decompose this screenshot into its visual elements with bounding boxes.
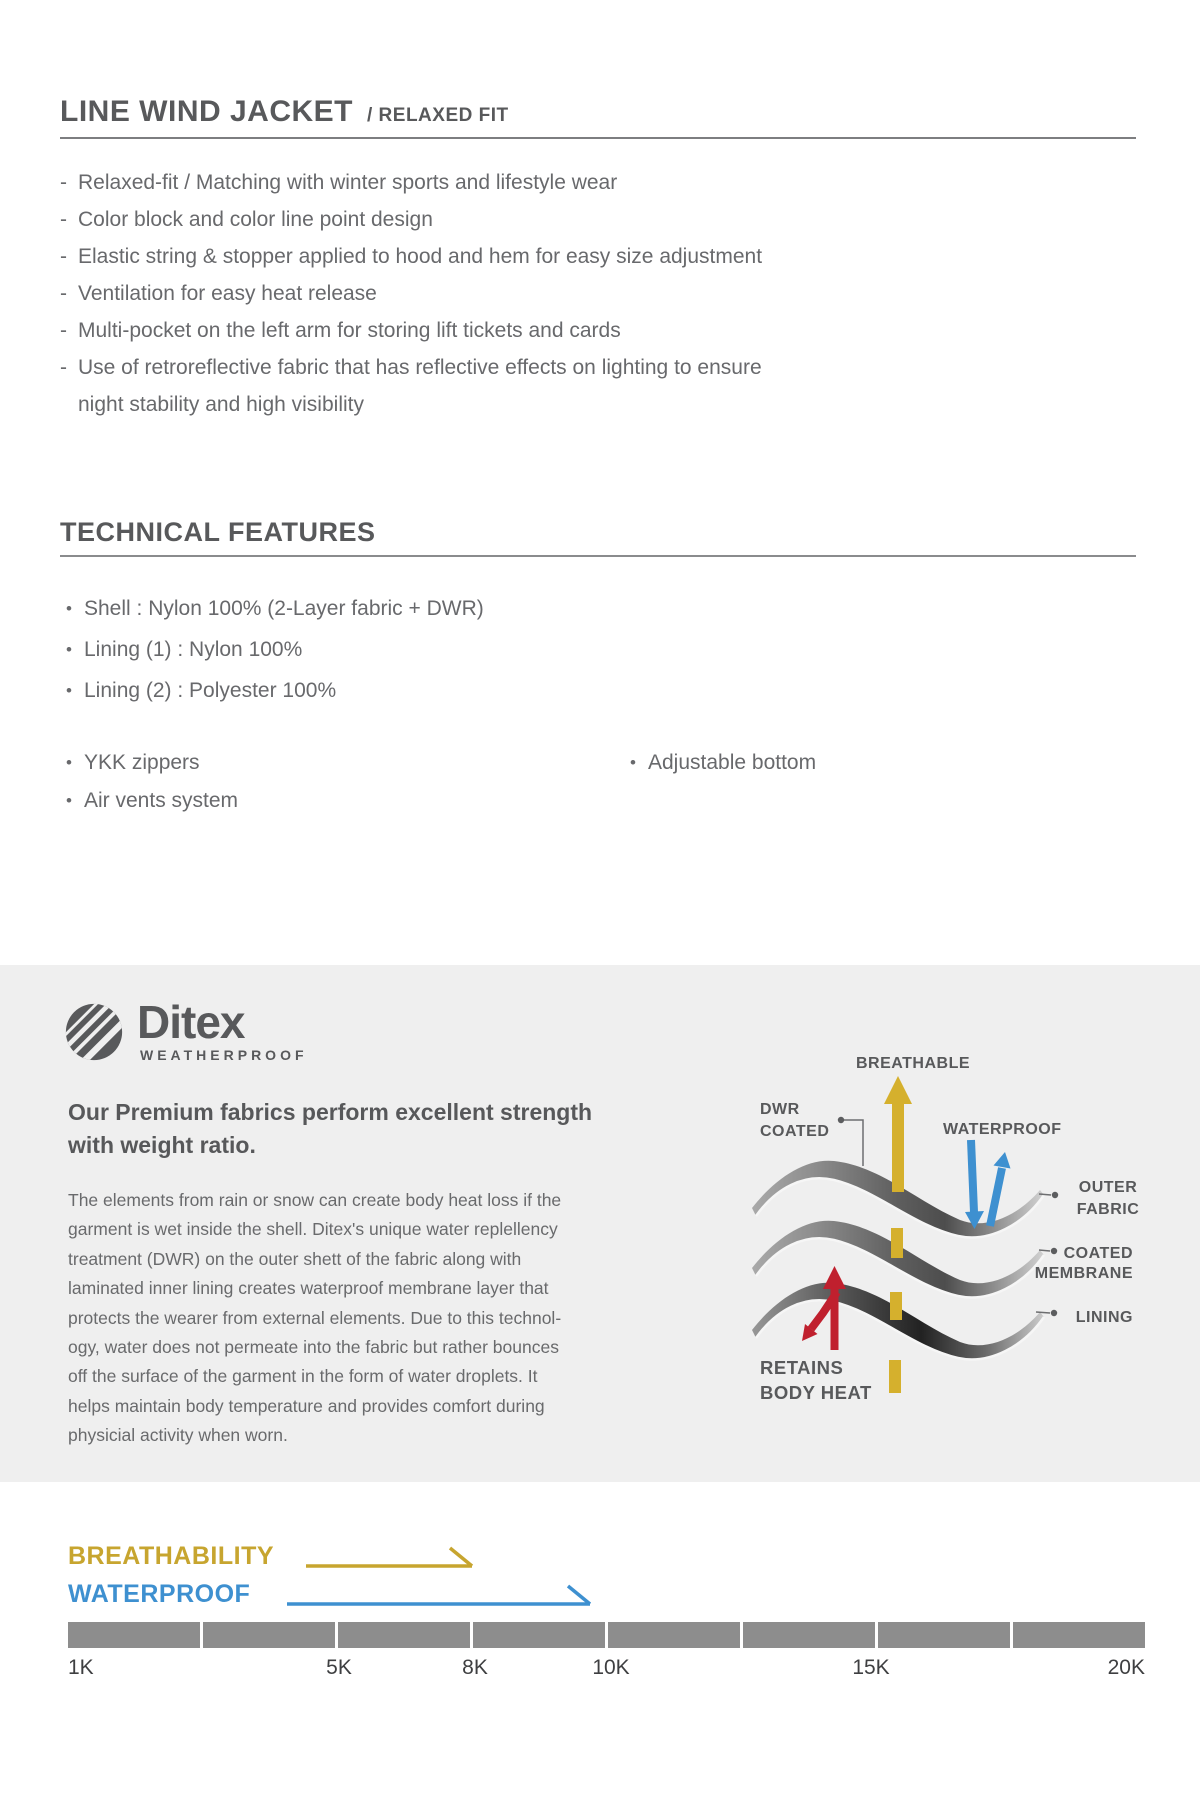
retains-heat-arrow — [802, 1266, 846, 1350]
material-text: Lining (2) : Polyester 100% — [84, 679, 337, 702]
dot-bullet: • — [66, 640, 72, 659]
scale-bar-segment — [1013, 1622, 1145, 1648]
material-text: Shell : Nylon 100% (2-Layer fabric + DWR) — [84, 597, 484, 620]
extras-column-left — [66, 744, 238, 820]
feature-text: Relaxed-fit / Matching with winter sports and lifestyle wear — [78, 171, 618, 194]
lining-label: LINING — [1075, 1309, 1133, 1326]
dash-bullet: - — [60, 171, 67, 194]
breathability-label: BREATHABILITY — [68, 1542, 275, 1570]
paragraph-line: ogy, water does not permeate into the fabric but rather bounces — [68, 1337, 559, 1358]
extra-text: YKK zippers — [84, 751, 200, 774]
scale-bar-segment — [338, 1622, 470, 1648]
list-item — [60, 164, 762, 201]
headline-line: with weight ratio. — [68, 1132, 256, 1158]
list-item — [60, 238, 762, 275]
feature-text-wrap: night stability and high visibility — [78, 393, 364, 416]
paragraph-line: The elements from rain or snow can create body heat loss if the — [68, 1190, 562, 1210]
rating-arrows — [0, 1538, 700, 1618]
title-divider — [60, 137, 1136, 139]
breathable-label: BREATHABLE — [855, 1055, 971, 1072]
brand-name: Ditex — [137, 996, 245, 1048]
scale-bar-segment — [743, 1622, 875, 1648]
section-headline — [68, 1096, 592, 1162]
dot-bullet: • — [66, 791, 72, 810]
page-title — [60, 95, 509, 129]
material-text: Lining (1) : Nylon 100% — [84, 638, 303, 661]
paragraph-line: laminated inner lining creates waterproof membrane layer that — [68, 1278, 549, 1299]
dot-bullet: • — [66, 681, 72, 700]
waterproof-label: WATERPROOF — [68, 1580, 251, 1608]
coated-membrane-label: MEMBRANE — [1034, 1265, 1133, 1282]
coated-membrane-label: COATED — [1063, 1245, 1133, 1262]
paragraph-line: physicial activity when worn. — [68, 1425, 288, 1446]
waterproof-label: WATERPROOF — [943, 1121, 1062, 1138]
feature-text: Ventilation for easy heat release — [78, 282, 377, 305]
scale-tick: 20K — [1107, 1656, 1145, 1679]
list-item — [66, 588, 484, 629]
dash-bullet: - — [60, 208, 67, 231]
extra-text: Adjustable bottom — [648, 751, 817, 774]
breathable-arrow — [884, 1076, 912, 1393]
list-item — [66, 782, 238, 820]
brand-tagline: WEATHERPROOF — [140, 1047, 308, 1063]
waterproof-arrow — [965, 1140, 1011, 1229]
dot-bullet: • — [630, 753, 636, 772]
dwr-coated-label: COATED — [760, 1123, 830, 1140]
rating-scale-bar — [68, 1622, 1145, 1648]
scale-bar-segment — [608, 1622, 740, 1648]
dash-bullet: - — [60, 245, 67, 268]
ditex-logo-icon — [64, 1002, 124, 1062]
extras-column-right — [630, 744, 816, 782]
paragraph-line: treatment (DWR) on the outer shett of the fabric along with — [68, 1248, 522, 1269]
scale-bar-segment — [68, 1622, 200, 1648]
list-item — [66, 744, 238, 782]
dash-bullet: - — [60, 282, 67, 305]
feature-text: Color block and color line point design — [78, 208, 433, 231]
feature-text: Multi-pocket on the left arm for storing lift tickets and cards — [78, 319, 621, 342]
dot-bullet: • — [66, 599, 72, 618]
product-fit: / RELAXED FIT — [367, 105, 509, 126]
product-name: LINE WIND JACKET — [60, 95, 353, 128]
paragraph-line: garment is wet inside the shell. Ditex's unique water replellency — [68, 1219, 558, 1240]
feature-list — [60, 164, 762, 423]
feature-text: Use of retroreflective fabric that has reflective effects on lighting to ensure — [78, 356, 762, 379]
section-heading: TECHNICAL FEATURES — [60, 517, 376, 547]
list-item — [66, 670, 484, 711]
waterproof-arrow-line — [287, 1586, 590, 1604]
headline-line: Our Premium fabrics perform excellent strength — [68, 1099, 593, 1125]
retains-body-heat-label: RETAINS — [760, 1357, 844, 1378]
dot-bullet: • — [66, 753, 72, 772]
dash-bullet: - — [60, 319, 67, 342]
description-paragraph — [68, 1186, 561, 1451]
scale-bar-segment — [473, 1622, 605, 1648]
outer-fabric-label: OUTER — [1078, 1179, 1138, 1196]
scale-tick: 10K — [592, 1656, 630, 1679]
paragraph-line: off the surface of the garment in the form of water droplets. It — [68, 1366, 538, 1387]
section-divider — [60, 555, 1136, 557]
extra-text: Air vents system — [84, 789, 239, 812]
scale-tick: 15K — [852, 1656, 890, 1679]
scale-bar-segment — [203, 1622, 335, 1648]
scale-tick: 5K — [326, 1656, 352, 1679]
list-item — [630, 744, 816, 782]
paragraph-line: helps maintain body temperature and provides comfort during — [68, 1395, 545, 1416]
feature-text: Elastic string & stopper applied to hood and hem for easy size adjustment — [78, 245, 763, 268]
fabric-layers-diagram — [738, 1030, 1168, 1430]
outer-fabric-label: FABRIC — [1076, 1201, 1140, 1218]
breathability-arrow-line — [306, 1548, 472, 1566]
list-item — [60, 349, 762, 386]
dash-bullet: - — [60, 356, 67, 379]
scale-bar-segment — [878, 1622, 1010, 1648]
retains-body-heat-label: BODY HEAT — [760, 1382, 872, 1403]
list-item — [60, 201, 762, 238]
list-item — [60, 312, 762, 349]
scale-tick: 1K — [68, 1656, 94, 1679]
dwr-coated-label: DWR — [760, 1101, 800, 1118]
list-item — [60, 275, 762, 312]
scale-tick: 8K — [462, 1656, 488, 1679]
list-item — [66, 629, 484, 670]
materials-list — [66, 588, 484, 711]
paragraph-line: protects the wearer from external elements. Due to this technol- — [68, 1307, 562, 1328]
